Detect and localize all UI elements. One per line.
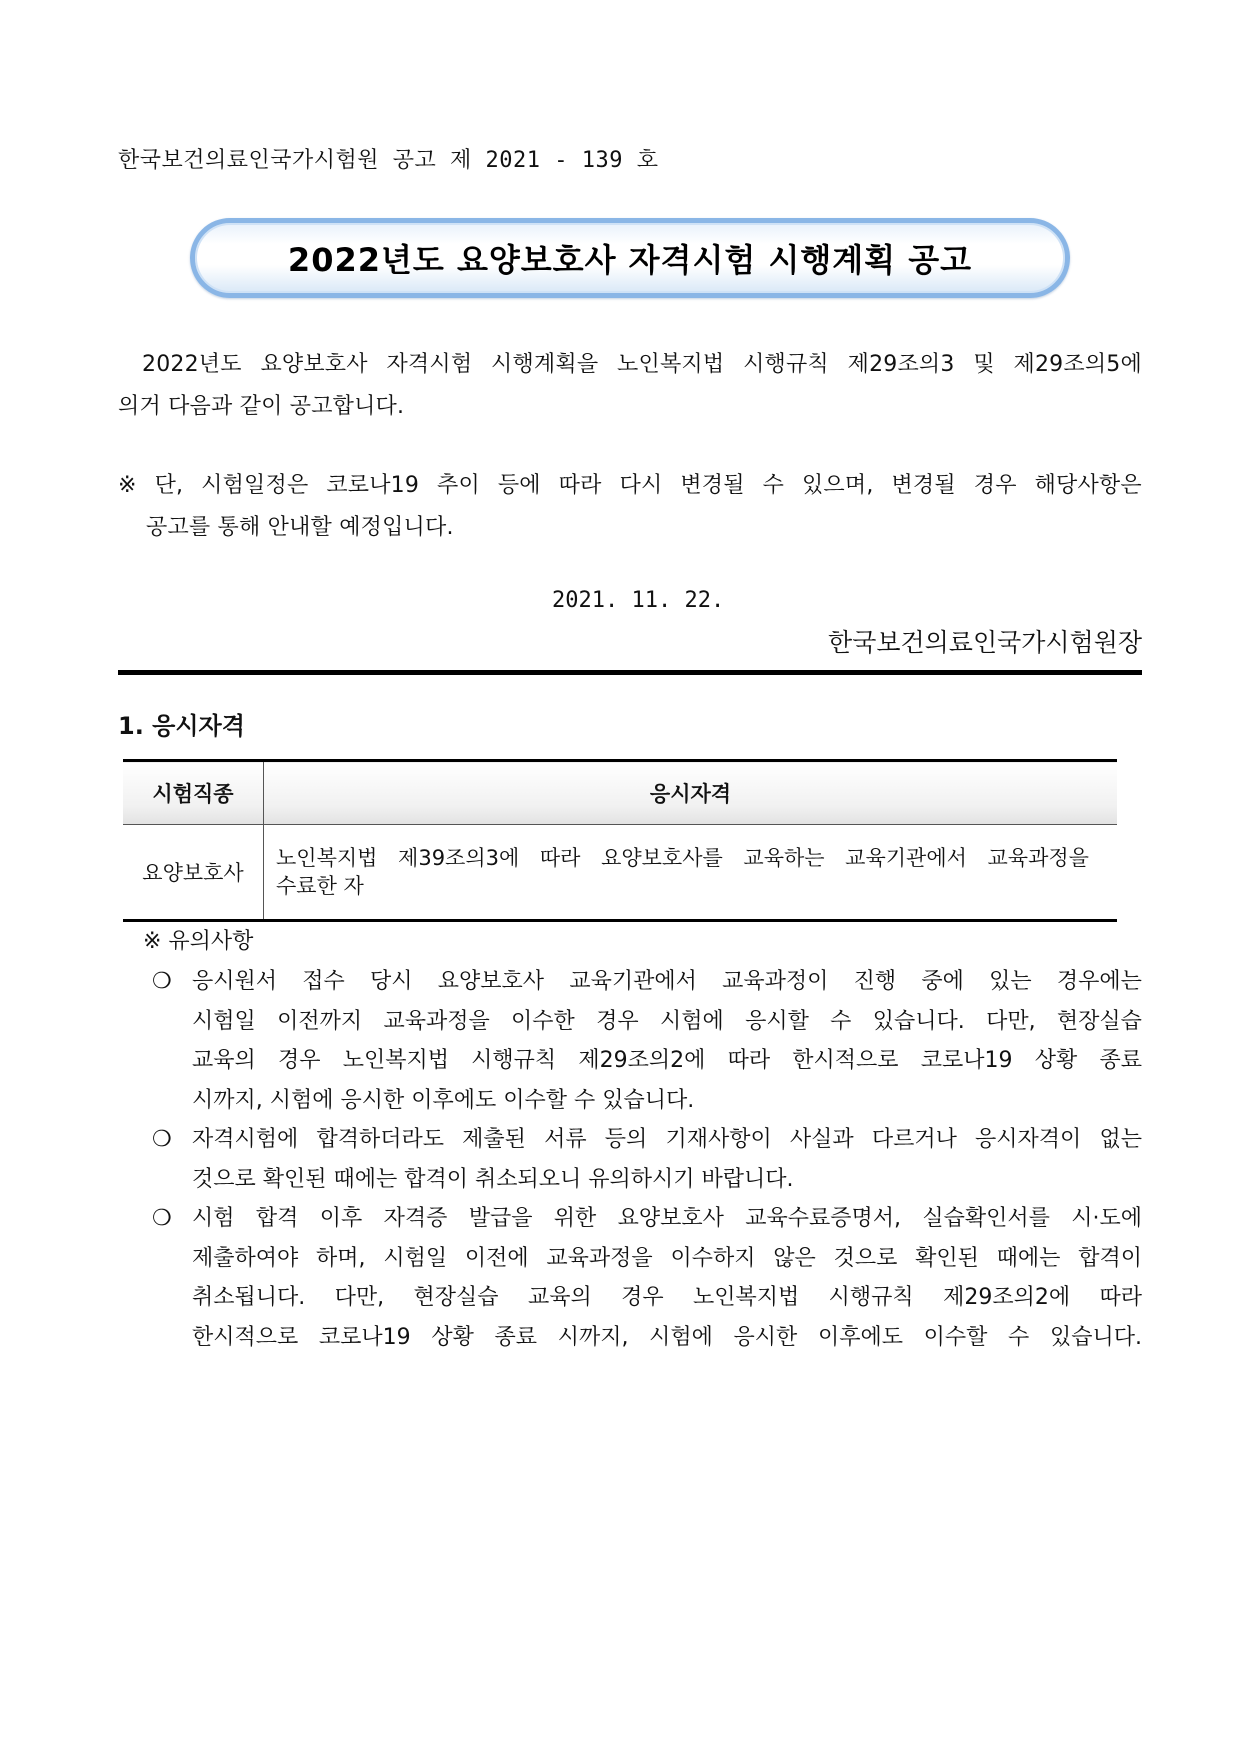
word: 경우 [621, 1285, 664, 1310]
word: 등의 [604, 1127, 648, 1152]
bullet-line [192, 1041, 1142, 1081]
word: 따라 [1099, 1285, 1142, 1310]
word: 교육의 [527, 1285, 592, 1310]
word: 시행규칙 [828, 1285, 914, 1310]
word: 제39조의3에 [398, 846, 520, 870]
bullet-line [192, 962, 1142, 1002]
word: 요양보호사를 [601, 846, 723, 870]
word: 시험에 [659, 1008, 724, 1034]
word: 시·도에 [1071, 1206, 1142, 1231]
word: 수 [1008, 1324, 1030, 1350]
word: 있으며, [801, 473, 874, 498]
word: 서류 [544, 1127, 587, 1152]
word: 합격하더라도 [316, 1127, 444, 1152]
word: 경우 [596, 1008, 639, 1034]
word: 종료 [1099, 1048, 1142, 1073]
word: 시험일 [383, 1245, 448, 1271]
word: 경우 [277, 1048, 321, 1073]
word: 노인복지법 [342, 1048, 449, 1073]
word: 경우에는 [1056, 969, 1142, 994]
word: 제29조의2에 [943, 1285, 1071, 1310]
word: 시행규칙 [471, 1048, 557, 1073]
word: 따라 [558, 473, 602, 498]
word: 한시적으로 [192, 1324, 299, 1350]
word: 및 [973, 352, 995, 377]
word: 접수 [302, 969, 345, 994]
word: 제29조의5에 [1013, 352, 1142, 377]
word: 변경될 [680, 473, 745, 498]
word: 자격시험에 [192, 1127, 299, 1152]
word: 요양보호사 [260, 352, 368, 377]
word: 교육과정을 [383, 1008, 490, 1034]
word: 것으로 [833, 1245, 898, 1271]
word: 자격증 [383, 1206, 448, 1231]
word: 실습확인서를 [922, 1206, 1050, 1231]
word: 확인된 [915, 1245, 979, 1271]
word: 시까지, [557, 1324, 629, 1350]
circle-bullet-icon: ❍ [152, 1127, 172, 1152]
word: 코로나19 [920, 1048, 1013, 1073]
section-divider [118, 670, 1142, 675]
word: 노인복지법 [693, 1285, 800, 1310]
word: 다시 [619, 473, 663, 498]
word: 요양보호사 [617, 1206, 724, 1231]
word: 상황 [1034, 1048, 1078, 1073]
word: 발급을 [468, 1206, 533, 1231]
word: 한시적으로 [792, 1048, 899, 1073]
word: 있는 [989, 969, 1032, 994]
word: 교육기관에서 [845, 846, 967, 870]
word: 경우 [973, 473, 1017, 498]
word: 등에 [497, 473, 541, 498]
word: 수 [830, 1008, 852, 1034]
word: 노인복지법 [617, 352, 725, 377]
precautions-list [152, 962, 1142, 1357]
notice-date: 2021. 11. 22. [552, 588, 725, 613]
bullet-line [192, 1120, 1142, 1160]
word: 현장실습 [413, 1285, 499, 1310]
word: 수 [762, 473, 785, 498]
word: 노인복지법 [276, 846, 378, 870]
word: 다만, [986, 1008, 1036, 1034]
word: 교육과정을 [987, 846, 1089, 870]
bullet-line-last: 시까지, 시험에 응시한 이후에도 이수할 수 있습니다. [192, 1087, 695, 1113]
notice-number: 한국보건의료인국가시험원 공고 제 2021 - 139 호 [118, 148, 659, 173]
document-title: 2022년도 요양보호사 자격시험 시행계획 공고 [287, 241, 973, 279]
word: 시행계획을 [491, 352, 599, 377]
word: 사실과 [789, 1127, 854, 1152]
table-header-type: 시험직종 [123, 761, 264, 825]
word: 없는 [1099, 1127, 1142, 1152]
word: 이수할 [923, 1324, 988, 1350]
intro-line-2: 의거 다음과 같이 공고합니다. [118, 394, 405, 419]
table-header-qualification: 응시자격 [264, 761, 1118, 825]
word: 진행 [853, 969, 897, 994]
word: 시험에 [649, 1324, 713, 1350]
word: 2022년도 [142, 352, 242, 377]
word: 때에는 [996, 1245, 1061, 1271]
word: 제출하여야 [192, 1245, 299, 1271]
note-line-1 [118, 465, 1142, 507]
word: 기재사항이 [665, 1127, 772, 1152]
word: 시험일정은 [201, 473, 309, 498]
word: 코로나19 [318, 1324, 411, 1350]
bullet-line [192, 1002, 1142, 1042]
intro-line-1 [118, 344, 1142, 386]
schedule-note [118, 465, 1142, 549]
word: 이전에 [464, 1245, 529, 1271]
word: 해당사항은 [1034, 473, 1142, 498]
bullet-line [192, 1239, 1142, 1279]
word: 시험 [192, 1206, 235, 1231]
note-line-2: 공고를 통해 안내할 예정입니다. [146, 515, 454, 540]
qualification-table [123, 759, 1117, 922]
word: 교육의 [192, 1048, 256, 1073]
word: 이전까지 [277, 1008, 363, 1034]
circle-bullet-icon: ❍ [152, 1206, 172, 1231]
word: 따라 [539, 846, 581, 870]
word: 시행규칙 [743, 352, 829, 377]
word: 자격시험 [386, 352, 473, 377]
word: 응시할 [745, 1008, 809, 1034]
word: 중에 [921, 969, 964, 994]
word: 종료 [494, 1324, 538, 1350]
section-title-qualification: 1. 응시자격 [118, 712, 245, 740]
word: 이후에도 [817, 1324, 903, 1350]
word: 있습니다. [872, 1008, 965, 1034]
word: 제29조의2에 [578, 1048, 706, 1073]
word: 교육과정이 [722, 969, 829, 994]
title-banner [190, 218, 1070, 298]
precautions-title: ※ 유의사항 [143, 929, 254, 954]
list-item [152, 962, 1142, 1120]
bullet-line-last: 것으로 확인된 때에는 합격이 취소되오니 유의하시기 바랍니다. [192, 1166, 794, 1192]
word: 요양보호사 [437, 969, 545, 994]
signer-name: 한국보건의료인국가시험원장 [828, 628, 1142, 657]
word: 코로나19 [326, 473, 420, 498]
word: 이수하지 [670, 1245, 756, 1271]
word: 다르거나 [871, 1127, 957, 1152]
word: 추이 [437, 473, 480, 498]
intro-paragraph [118, 344, 1142, 428]
word: 제출된 [462, 1127, 526, 1152]
word: 시험일 [192, 1008, 256, 1034]
word: 이수한 [511, 1008, 575, 1034]
word: 현장실습 [1056, 1008, 1142, 1034]
word: 하며, [316, 1245, 366, 1271]
word: 다만, [334, 1285, 385, 1310]
table-row [123, 825, 1117, 921]
table-header-row [123, 761, 1117, 825]
word: 단, [154, 473, 184, 498]
word: 응시한 [733, 1324, 798, 1350]
word: 당시 [370, 969, 413, 994]
qualification-line-1 [276, 844, 1089, 872]
word: 합격 [255, 1206, 299, 1231]
table-cell-qualification [264, 825, 1118, 921]
list-item [152, 1199, 1142, 1357]
qualification-line-2: 수료한 자 [276, 874, 364, 898]
table-cell-type: 요양보호사 [123, 825, 264, 921]
bullet-line [192, 1199, 1142, 1239]
list-item [152, 1120, 1142, 1199]
word: 응시자격이 [975, 1127, 1082, 1152]
word: 교육수료증명서, [745, 1206, 902, 1231]
word: 교육하는 [743, 846, 825, 870]
word: 응시원서 [192, 969, 278, 994]
bullet-line [192, 1318, 1142, 1358]
word: 있습니다. [1049, 1324, 1142, 1350]
word: 이후 [319, 1206, 363, 1231]
word: 제29조의3 [847, 352, 955, 377]
word: 변경될 [891, 473, 956, 498]
bullet-line [192, 1278, 1142, 1318]
word: 상황 [431, 1324, 474, 1350]
word: ※ [118, 473, 137, 498]
word: 따라 [727, 1048, 771, 1073]
word: 교육과정을 [546, 1245, 653, 1271]
word: 합격이 [1078, 1245, 1142, 1271]
word: 교육기관에서 [569, 969, 697, 994]
word: 않은 [773, 1245, 816, 1271]
circle-bullet-icon: ❍ [152, 969, 172, 994]
word: 취소됩니다. [192, 1285, 306, 1310]
word: 위한 [553, 1206, 597, 1231]
